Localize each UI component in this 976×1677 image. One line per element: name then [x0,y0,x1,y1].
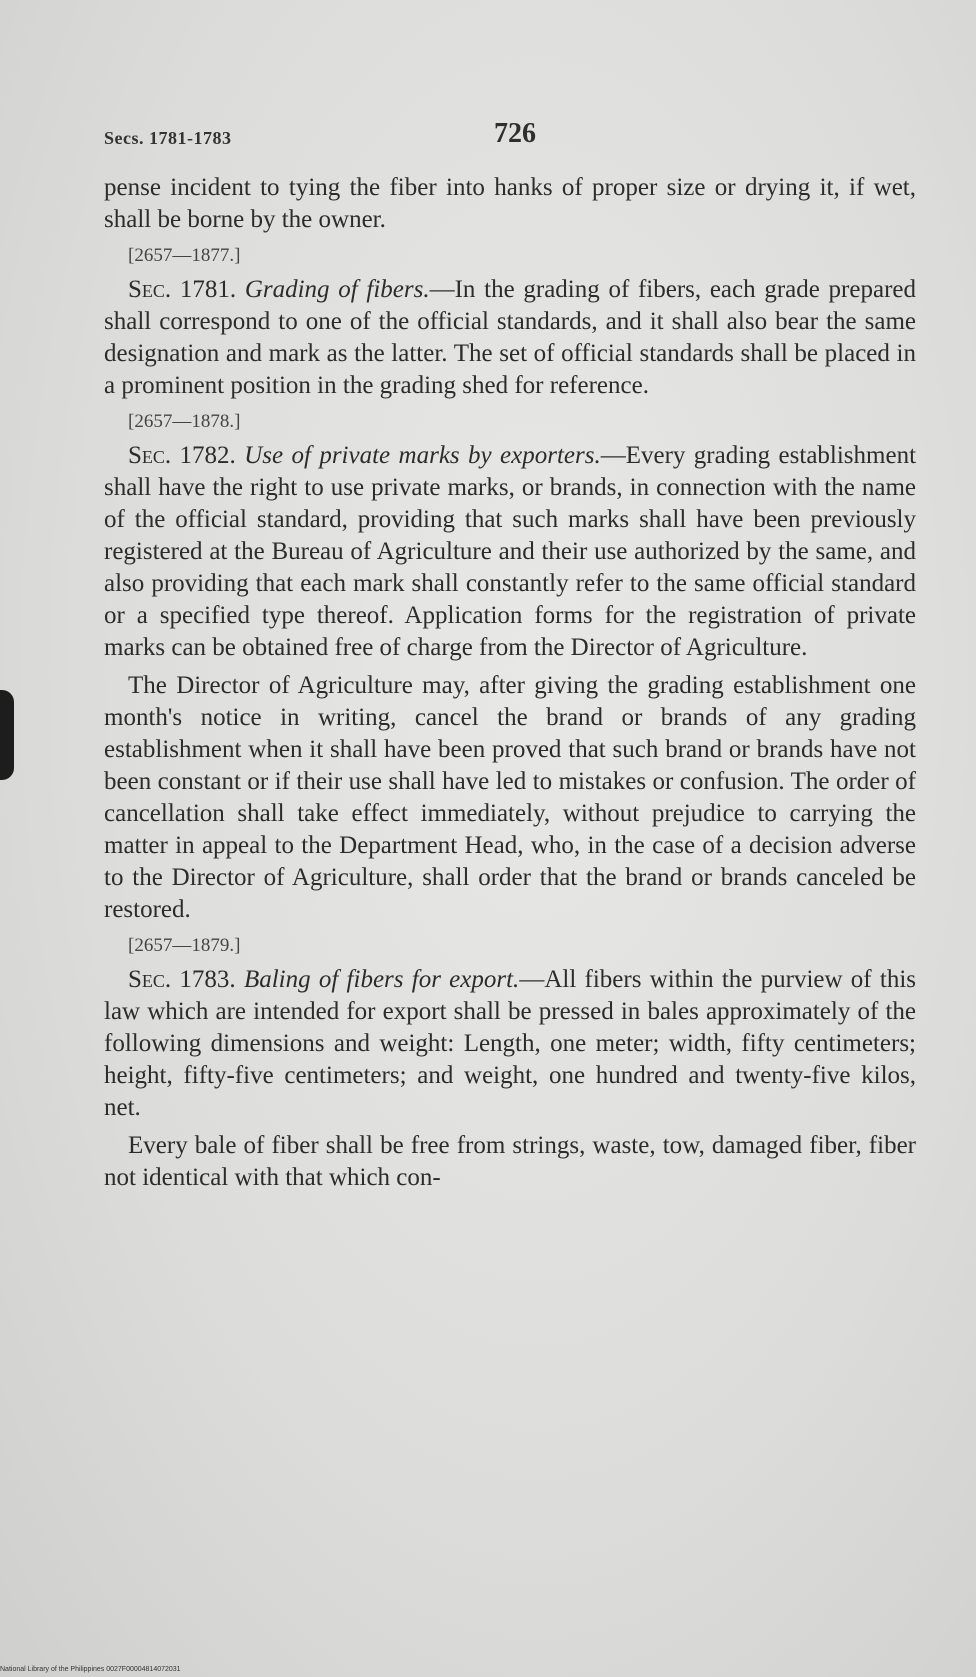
source-reference-1782: [2657—1878.] [128,411,241,432]
binding-shadow [0,690,14,780]
section-1781-label: Sec. 1781. [128,276,237,303]
page-number: 726 [494,118,536,149]
section-1783-text: —All fibers within the purview of this law which are intended for export shall be pressed in bales approximately of the following dimensions and weight: Length, one meter; width, fifty centimeters; height, fifty-five centimeters; and weight, one hundred and twenty-five kilos, net. [104,966,917,1121]
section-1783-paragraph [104,964,916,1124]
section-1782-paragraph-2: The Director of Agriculture may, after giving the grading establishment one month's notice in writing, cancel the brand or brands of any grading establishment when it shall have been proved that such brand or brands have not been constant or if their use shall have led to mistakes or confusion. The order of cancellation shall take effect immediately, without prejudice to carrying the matter in appeal to the Department Head, who, in the case of a decision adverse to the Director of Agriculture, shall order that the brand or brands canceled be restored. [104,672,916,923]
section-1782-paragraph [104,440,916,664]
section-1781-text: —In the grading of fibers, each grade prepared shall correspond to one of the official standards, and it shall also bear the same designation and mark as the latter. The set of official standards shall be placed in a prominent position in the grading shed for reference. [104,276,916,399]
source-reference-1783: [2657—1879.] [128,935,241,956]
section-1783-label: Sec. 1783. [128,966,236,993]
section-range-header: Secs. 1781-1783 [104,128,232,148]
body-text [104,172,916,1194]
section-1782-title: Use of private marks by exporters. [244,442,601,469]
section-1782-text: —Every grading establishment shall have the right to use private marks, or brands, in connection with the name of the official standard, providing that such marks shall have been previously registered at the Bureau of Agriculture and their use authorized by the same, and also providing that each mark shall constantly refer to the same official standard or a specified type thereof. Application forms for the registration of private marks can be obtained free of charge from the Director of Agriculture. [104,442,917,661]
carryover-paragraph: pense incident to tying the fiber into hanks of proper size or drying it, if wet, shall be borne by the owner. [104,174,916,233]
section-1781-paragraph [104,274,916,402]
section-1783-paragraph-2: Every bale of fiber shall be free from strings, waste, tow, damaged fiber, fiber not identical with that which con- [104,1132,916,1191]
document-page [104,118,916,1194]
source-reference-1781: [2657—1877.] [128,245,241,266]
section-1781-title: Grading of fibers. [244,276,430,303]
section-1783-title: Baling of fibers for export. [243,966,520,993]
section-1782-label: Sec. 1782. [128,442,236,469]
scan-footer: National Library of the Philippines 0027F00004814072031 [0,1666,181,1673]
running-head [104,118,916,158]
